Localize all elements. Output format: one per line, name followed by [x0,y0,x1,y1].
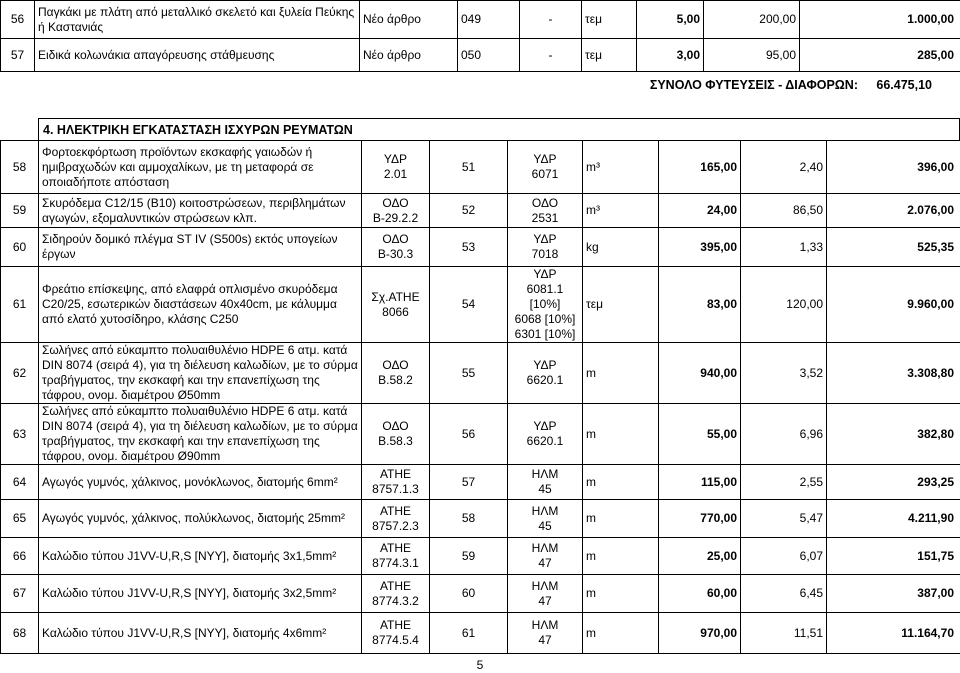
quantity-cell-text: 24,00 [706,203,737,217]
item-number [1,465,39,500]
total-cell-text: 11.164,70 [901,625,954,640]
revision-cell-text: 6081.1 [10%] [526,282,564,311]
item-description [39,613,362,654]
price-cell [741,194,827,228]
item-number-text: 67 [12,586,27,600]
item-description-text: Φορτοεκφόρτωση προϊόντων εκσκαφής γαιωδών ή ημιβραχωδών και αμμοχαλίκων, με τη μεταφορά σε οποιαδήποτε απόσταση [42,144,314,189]
unit-cell [583,343,659,404]
revision-cell [508,343,583,404]
article-cell-text: 8774.3.2 [372,593,419,608]
quantity-cell-text: 770,00 [700,511,737,525]
code-cell [430,141,508,194]
total-cell [827,404,960,465]
article-cell-text: 8774.3.1 [372,556,419,570]
item-description: Παγκάκι με πλάτη από μεταλλικό σκελετό και ξυλεία Πεύκης ή Καστανιάς [35,1,360,39]
subtotal-line [0,75,960,97]
price-cell [741,613,827,654]
article-cell [362,613,430,654]
code-cell [430,267,508,343]
code-cell: 049 [458,1,520,39]
quantity-cell [659,613,741,654]
code-cell [430,194,508,228]
item-number-text: 63 [12,426,27,441]
unit-cell [583,575,659,613]
code-cell-text: 56 [461,426,476,441]
code-cell-text: 60 [461,586,476,600]
total-cell-text: 2.076,00 [907,203,954,217]
article-cell-text: ΑΤΗΕ [379,503,412,518]
article-cell [362,267,430,343]
total-cell [827,500,960,538]
price-cell-text: 6,96 [799,426,823,441]
quantity-cell [659,141,741,194]
total-cell-text: 151,75 [917,548,954,563]
quantity-cell-text: 395,00 [700,239,737,254]
quantity-cell-text: 115,00 [700,474,737,489]
revision-cell-text: 47 [538,593,552,608]
article-cell-text: Σχ.ΑΤΗΕ [371,289,420,304]
unit-cell-text: m [586,365,596,380]
price-cell-text: 6,45 [799,586,823,600]
code-cell-text: 59 [461,548,476,563]
article-cell-text: 8066 [382,304,409,319]
price-cell [741,228,827,267]
total-cell [827,465,960,500]
revision-cell [508,267,583,343]
price-cell-text: 2,55 [799,474,823,489]
revision-cell-text: 7018 [531,247,559,261]
article-cell [362,575,430,613]
item-number [1,404,39,465]
article-cell-text: ΑΤΗΕ [379,541,412,555]
table-row [1,404,960,465]
article-cell [362,343,430,404]
article-cell-text: ΑΤΗΕ [379,467,412,481]
article-cell [362,500,430,538]
code-cell-text: 54 [461,297,476,311]
unit-cell [583,465,659,500]
item-number [1,500,39,538]
price-cell-text: 5,47 [799,511,823,525]
total-cell [827,141,960,194]
article-cell [362,465,430,500]
article-cell-text: ΟΔΟ [382,419,409,433]
unit-cell [583,228,659,267]
article-cell-text: Β-30.3 [377,247,414,261]
item-description-text: Καλώδιο τύπου J1VV-U,R,S [NYY], διατομής 3x1,5mm² [42,548,337,563]
table-row [1,228,960,267]
item-description-text: Καλώδιο τύπου J1VV-U,R,S [NYY], διατομής 4x6mm² [42,625,327,640]
revision-cell-text: ΗΛΜ [531,578,559,593]
revision-cell [508,141,583,194]
revision-cell-text: 47 [538,633,552,647]
table-row [1,575,960,613]
revision-cell-text: 6068 [10%] [514,312,576,326]
unit-cell-text: m [586,474,596,489]
total-cell [827,575,960,613]
quantity-cell [659,575,741,613]
article-cell-text: Β-29.2.2 [372,210,419,225]
item-description [39,228,362,267]
item-number: 57 [1,39,35,72]
item-number [1,141,39,194]
item-number-text: 59 [12,203,27,217]
price-cell [741,465,827,500]
item-number-text: 61 [12,297,27,311]
unit-cell-text: τεμ [586,297,604,311]
table-row [1,267,960,343]
revision-cell-text: 6620.1 [526,434,564,448]
item-description-text: Σωλήνες από εύκαμπτο πολυαιθυλένιο HDPE 6 ατμ. κατά DIN 8074 (σειρά 4), για τη διέλευση καλωδίων, με το σύρμα τραβήγματος, την εκσκαφή και την επανεπίχωση της τάφρου, ονομ. διαμέτρου Ø50mm [42,343,358,402]
total-cell: 285,00 [800,39,960,72]
item-description: Ειδικά κολωνάκια απαγόρευσης στάθμευσης [35,39,360,72]
table-row [1,343,960,404]
price-cell-text: 2,40 [799,159,823,174]
section-title: 4. ΗΛΕΚΤΡΙΚΗ ΕΓΚΑΤΑΣΤΑΣΗ ΙΣΧΥΡΩΝ ΡΕΥΜΑΤΩΝ [38,118,960,140]
unit-cell-text: m [586,625,596,640]
code-cell-text: 52 [461,203,476,217]
article-cell-text: ΟΔΟ [382,232,409,246]
quantity-cell [659,465,741,500]
subtotal-value: 66.475,10 [876,78,932,92]
item-description-text: Αγωγός γυμνός, χάλκινος, μονόκλωνος, διατομής 6mm² [42,474,338,489]
quantity-cell-text: 165,00 [700,159,737,174]
article-cell-text: 8757.2.3 [372,518,419,533]
unit-cell-text: m [586,426,596,441]
item-number [1,343,39,404]
item-number-text: 62 [12,365,27,380]
unit-cell-text: m [586,548,596,563]
item-description-text: Φρεάτιο επίσκεψης, από ελαφρά οπλισμένο σκυρόδεμα C20/25, εσωτερικών διαστάσεων 40x40cm, με κάλυμμα από ελατό χυτοσίδηρο, κλάσης C250 [42,282,338,326]
revision-cell-text: ΥΔΡ [533,358,557,372]
item-description-text: Καλώδιο τύπου J1VV-U,R,S [NYY], διατομής 3x2,5mm² [42,586,337,600]
total-cell-text: 9.960,00 [907,297,954,311]
unit-cell-text: m³ [586,159,600,174]
unit-cell [583,538,659,575]
revision-cell-text: 47 [538,556,552,570]
quantity-cell [659,194,741,228]
item-number [1,228,39,267]
quantity-cell-text: 940,00 [700,365,737,380]
unit-cell-text: m [586,586,596,600]
code-cell [430,343,508,404]
revision-cell [508,404,583,465]
table-row [1,500,960,538]
price-cell [741,404,827,465]
item-number [1,613,39,654]
quantity-cell [659,538,741,575]
table-row [1,613,960,654]
quantity-cell [659,500,741,538]
total-cell [827,538,960,575]
item-number [1,538,39,575]
code-cell [430,404,508,465]
total-cell-text: 382,80 [917,426,954,441]
article-cell [362,538,430,575]
revision-cell [508,465,583,500]
price-cell: 200,00 [704,1,800,39]
revision-cell-text: 2531 [531,210,559,225]
quantity-cell-text: 25,00 [706,548,737,563]
item-number-text: 58 [12,159,27,174]
total-cell [827,613,960,654]
unit-cell [583,404,659,465]
article-cell: Νέο άρθρο [360,1,458,39]
quantity-cell [659,404,741,465]
electrical-items-table [0,140,960,654]
revision-cell-text: ΥΔΡ [533,232,557,246]
revision-cell-text: 6301 [10%] [514,327,576,341]
revision-cell: - [520,39,582,72]
total-cell [827,343,960,404]
article-cell-text: Β.58.2 [378,373,413,387]
revision-cell-text: ΗΛΜ [531,618,559,632]
item-description-text: Σιδηρούν δομικό πλέγμα ST IV (S500s) εκτός υπογείων έργων [42,232,338,261]
revision-cell-text: 45 [538,518,552,533]
code-cell [430,538,508,575]
revision-cell-text: ΥΔΡ [533,152,557,166]
total-cell-text: 387,00 [917,586,954,600]
revision-cell [508,538,583,575]
unit-cell [583,613,659,654]
price-cell [741,343,827,404]
code-cell-text: 58 [461,511,476,525]
price-cell-text: 120,00 [786,297,823,311]
total-cell-text: 396,00 [917,159,954,174]
unit-cell [583,500,659,538]
item-number-text: 68 [12,625,27,640]
quantity-cell [659,228,741,267]
quantity-cell-text: 55,00 [706,426,737,441]
total-cell [827,228,960,267]
price-cell [741,267,827,343]
revision-cell-text: ΟΔΟ [531,195,559,210]
unit-cell [583,267,659,343]
price-cell-text: 1,33 [799,239,823,254]
item-description-text: Σκυρόδεμα C12/15 (B10) κοιτοστρώσεων, περιβλημάτων αγωγών, εξομαλυντικών στρώσεων κλπ. [42,195,346,225]
item-description [39,538,362,575]
item-number-text: 60 [12,239,27,254]
revision-cell-text: ΗΛΜ [531,541,559,555]
item-description-text: Αγωγός γυμνός, χάλκινος, πολύκλωνος, διατομής 25mm² [42,511,345,525]
item-number [1,267,39,343]
article-cell-text: Β.58.3 [378,434,413,448]
article-cell-text: 2.01 [383,167,408,181]
quantity-cell: 3,00 [637,39,704,72]
item-description [39,500,362,538]
code-cell [430,575,508,613]
code-cell: 050 [458,39,520,72]
price-cell-text: 3,52 [799,365,823,380]
price-cell [741,575,827,613]
price-cell [741,538,827,575]
revision-cell-text: 45 [538,482,552,496]
article-cell [362,228,430,267]
unit-cell-text: m [586,511,596,525]
table-row [1,39,960,72]
code-cell [430,465,508,500]
quantity-cell [659,343,741,404]
total-cell-text: 3.308,80 [907,365,954,380]
price-cell-text: 11,51 [793,625,823,640]
quantity-cell-text: 970,00 [700,625,737,640]
total-cell-text: 525,35 [917,239,954,254]
code-cell-text: 57 [461,474,476,489]
price-cell-text: 86,50 [792,203,823,217]
price-cell-text: 6,07 [799,548,823,563]
code-cell [430,500,508,538]
article-cell-text: ΟΔΟ [382,358,409,372]
item-description [39,141,362,194]
total-cell-text: 4.211,90 [907,511,954,525]
table-row [1,465,960,500]
revision-cell-text: ΗΛΜ [531,467,559,481]
table-row [1,1,960,39]
unit-cell-text: m³ [586,203,600,217]
item-number-text: 64 [12,474,27,489]
revision-cell [508,194,583,228]
item-number [1,575,39,613]
article-cell-text: 8774.5.4 [372,633,419,647]
subtotal-label: ΣΥΝΟΛΟ ΦΥΤΕΥΣΕΙΣ - ΔΙΑΦΟΡΩΝ: [649,78,858,92]
total-cell: 1.000,00 [800,1,960,39]
code-cell-text: 61 [461,625,476,640]
code-cell-text: 55 [461,365,476,380]
article-cell: Νέο άρθρο [360,39,458,72]
revision-cell-text: ΥΔΡ [533,419,557,433]
item-description-text: Σωλήνες από εύκαμπτο πολυαιθυλένιο HDPE 6 ατμ. κατά DIN 8074 (σειρά 4), για τη διέλευση καλωδίων, με το σύρμα τραβήγματος, την εκσκαφή και την επανεπίχωση της τάφρου, ονομ. διαμέτρου Ø90mm [42,404,358,463]
item-description [39,465,362,500]
total-cell-text: 293,25 [917,474,954,489]
page-number: 5 [476,658,484,672]
article-cell-text: ΟΔΟ [382,195,409,210]
article-cell-text: ΑΤΗΕ [379,618,412,632]
code-cell-text: 53 [461,239,476,254]
item-description [39,267,362,343]
item-number-text: 65 [12,511,27,525]
article-cell [362,141,430,194]
item-description [39,194,362,228]
top-items-table [0,0,960,72]
revision-cell: - [520,1,582,39]
item-number [1,194,39,228]
item-description [39,404,362,465]
quantity-cell-text: 83,00 [706,297,737,311]
code-cell [430,613,508,654]
quantity-cell-text: 60,00 [706,586,737,600]
quantity-cell: 5,00 [637,1,704,39]
revision-cell [508,575,583,613]
total-cell [827,194,960,228]
quantity-cell [659,267,741,343]
revision-cell-text: ΗΛΜ [531,503,559,518]
table-row [1,141,960,194]
price-cell [741,500,827,538]
item-number-text: 66 [12,548,27,563]
unit-cell: τεμ [582,1,637,39]
article-cell [362,194,430,228]
unit-cell-text: kg [586,239,599,254]
article-cell [362,404,430,465]
item-description [39,343,362,404]
revision-cell [508,500,583,538]
unit-cell: τεμ [582,39,637,72]
revision-cell [508,613,583,654]
item-description [39,575,362,613]
table-row [1,538,960,575]
revision-cell-text: ΥΔΡ [533,267,557,281]
unit-cell [583,194,659,228]
revision-cell-text: 6071 [531,167,559,181]
article-cell-text: 8757.1.3 [372,482,419,496]
price-cell [741,141,827,194]
revision-cell-text: 6620.1 [526,373,564,387]
code-cell-text: 51 [461,159,476,174]
article-cell-text: ΥΔΡ [383,152,408,166]
code-cell [430,228,508,267]
item-number: 56 [1,1,35,39]
article-cell-text: ΑΤΗΕ [379,578,412,593]
price-cell: 95,00 [704,39,800,72]
revision-cell [508,228,583,267]
total-cell [827,267,960,343]
table-row [1,194,960,228]
unit-cell [583,141,659,194]
